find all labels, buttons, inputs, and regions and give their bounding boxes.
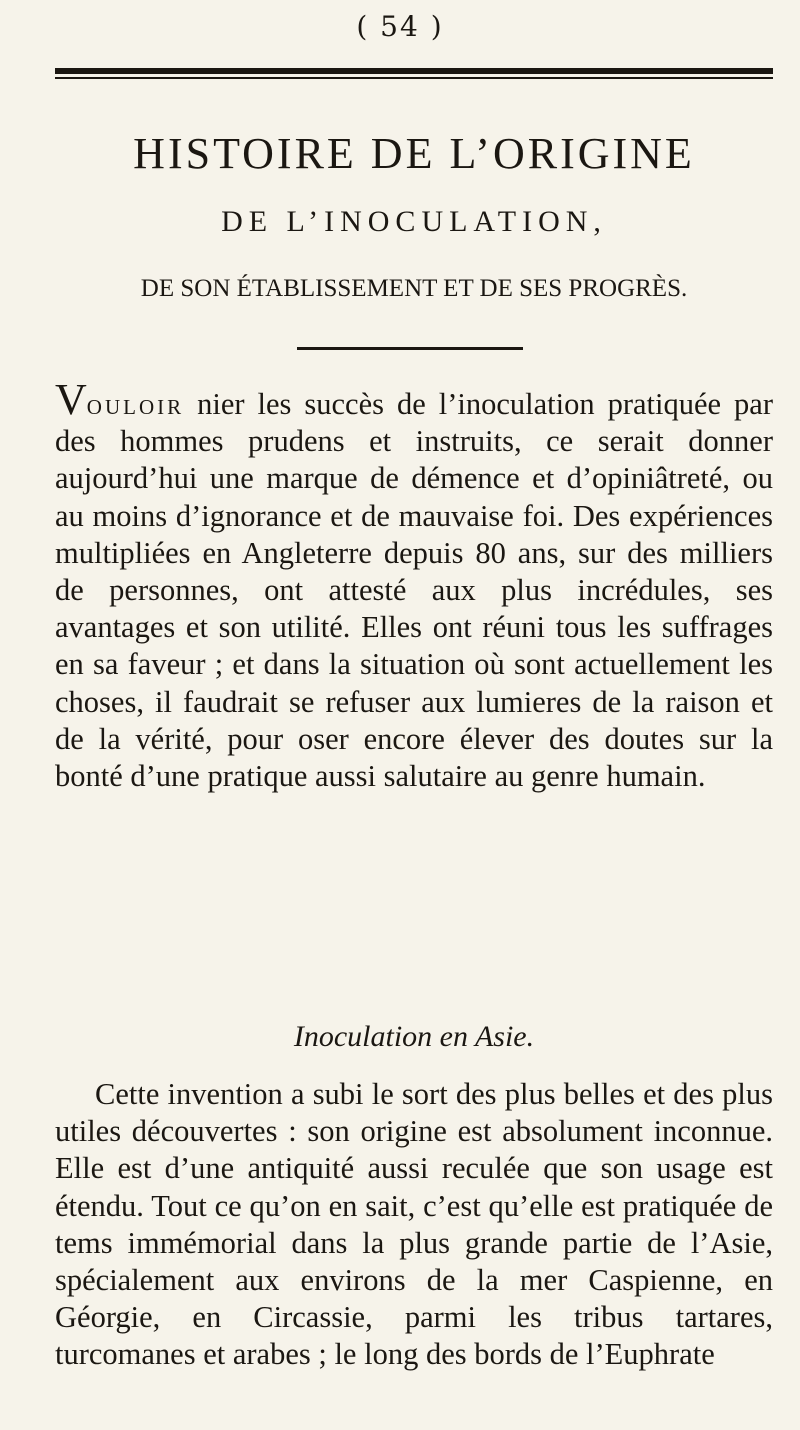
opening-word: ouloir (86, 387, 185, 421)
body-paragraph: Cette invention a subi le sort des plus belles et des plus utiles découvertes : son origine est absolument inconnue. Elle est d’une antiquité aussi reculée que son usage est étendu. Tout ce qu’on en sait, c’est qu’elle est pratiquée de tems immémorial dans la plus grande partie de l’Asie, spécialement aux environs de la mer Caspienne, en Géorgie, en Circassie, parmi les tribus tartares, turcomanes et arabes ; le long des bords de l’Euphrate (55, 1077, 773, 1372)
header-rule (55, 68, 773, 74)
section-heading: Inoculation en Asie. (293, 1020, 535, 1053)
page-title: HISTOIRE DE L’ORIGINE (133, 129, 695, 178)
subtitle-secondary: DE SON ÉTABLISSEMENT ET DE SES PROGRÈS. (140, 275, 688, 302)
section-divider (297, 347, 523, 350)
intro-text: nier les succès de l’inoculation pratiquée par des hommes prudens et instruits, ce serait donner aujourd’hui une marque de démence et d’opiniâtreté, ou au moins d’ignorance et de mauvaise foi. Des expériences multipliées en Angleterre depuis 80 ans, sur des milliers de personnes, ont attesté aux plus incrédules, ses avantages et son utilité. Elles ont réuni tous les suffrages en sa faveur ; et dans la situation où sont actuellement les choses, il faudrait se refuser aux lumieres de la raison et de la vérité, pour oser encore élever des doutes sur la bonté d’une pratique aussi salutaire au genre humain. (55, 387, 773, 794)
page-number: ( 54 ) (356, 10, 444, 43)
drop-cap: V (55, 375, 87, 424)
intro-paragraph (55, 375, 773, 795)
subtitle: DE L’INOCULATION, (221, 205, 607, 238)
